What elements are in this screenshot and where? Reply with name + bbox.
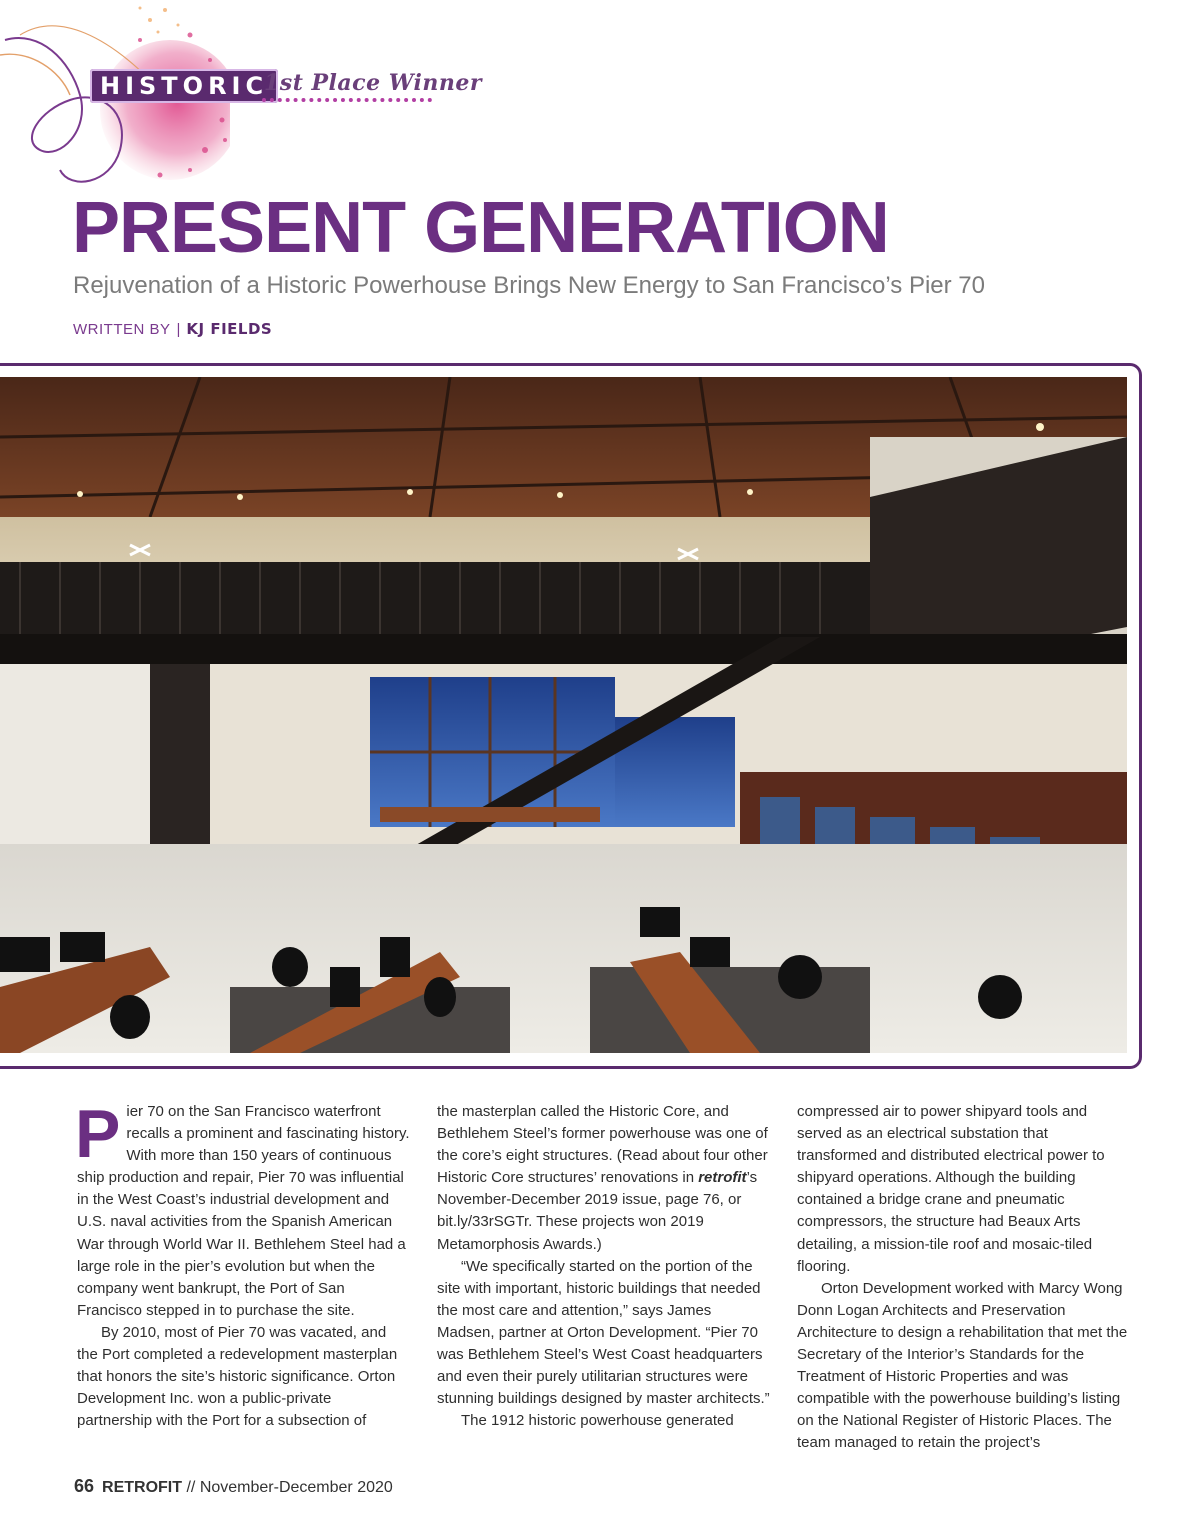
article-photo	[0, 377, 1127, 1053]
issue-date: // November-December 2020	[186, 1479, 393, 1496]
paragraph: Orton Development worked with Marcy Wong Donn Logan Architects and Preservation Architecture to design a rehabilitation that met the Secretary of the Interior’s Standards for the Treatment of Historic Properties and was compatible with the powerhouse building’s listing on the National Register of Historic Places. The team managed to retain the project’s	[797, 1279, 1128, 1452]
byline-separator: |	[176, 321, 181, 338]
paragraph: compressed air to power shipyard tools and served as an electrical substation that transformed and distributed electrical power to shipyard operations. Although the building contained a bridge crane and pneumatic compressors, the structure had Beaux Arts detailing, a mission-tile roof and mosaic-tiled flooring.	[797, 1103, 1105, 1275]
body-column-3	[797, 1101, 1130, 1455]
magazine-name: RETROFIT	[102, 1479, 183, 1496]
page-number: 66	[74, 1476, 95, 1496]
paragraph-text: ier 70 on the San Francisco waterfront recalls a prominent and fascinating history. With more than 150 years of continuous ship production and repair, Pier 70 was influential in the West Coast’s industrial development and U.S. naval activities from the Spanish American War through World War II. Bethlehem Steel had a large role in the pier’s evolution but when the company went bankrupt, the Port of San Francisco stepped in to purchase the site.	[77, 1103, 410, 1319]
article-title: PRESENT GENERATION	[72, 188, 889, 268]
award-dotted-underline	[262, 98, 432, 102]
body-column-2	[437, 1101, 770, 1432]
paragraph: “We specifically started on the portion of the site with important, historic buildings that needed the most care and attention,” says James Madsen, partner at Orton Development. “Pier 70 was Bethlehem Steel’s West Coast headquarters and even their purely utilitarian structures were stunning buildings designed by master architects.”	[437, 1257, 770, 1408]
byline	[73, 320, 272, 338]
body-column-1	[75, 1096, 410, 1432]
category-badge: HISTORIC	[90, 69, 278, 103]
article-subtitle: Rejuvenation of a Historic Powerhouse Brings New Energy to San Francisco’s Pier 70	[73, 272, 985, 299]
author-name: KJ FIELDS	[186, 320, 273, 338]
paragraph-text: the masterplan called the Historic Core, and Bethlehem Steel’s former powerhouse was one of the core’s eight structures. (Read about four other Historic Core structures’ renovations in	[437, 1103, 768, 1187]
page-footer	[74, 1476, 393, 1497]
drop-cap: P	[75, 1096, 121, 1172]
byline-label: WRITTEN BY	[73, 321, 171, 338]
award-label: 1st Place Winner	[264, 70, 482, 96]
paragraph: By 2010, most of Pier 70 was vacated, and the Port completed a redevelopment masterplan that honors the site’s historic significance. Orton Development Inc. won a public-private partnership with the Port for a subsection of	[77, 1323, 398, 1430]
paragraph	[437, 1101, 770, 1256]
paragraph-text: ’s November-December 2019 issue, page 76, or bit.ly/33rSGTr. These projects won 2019 Metamorphosis Awards.)	[437, 1169, 758, 1253]
magazine-name-inline: retrofit	[698, 1169, 747, 1187]
paragraph	[75, 1096, 410, 1322]
paragraph: The 1912 historic powerhouse generated	[461, 1412, 734, 1430]
